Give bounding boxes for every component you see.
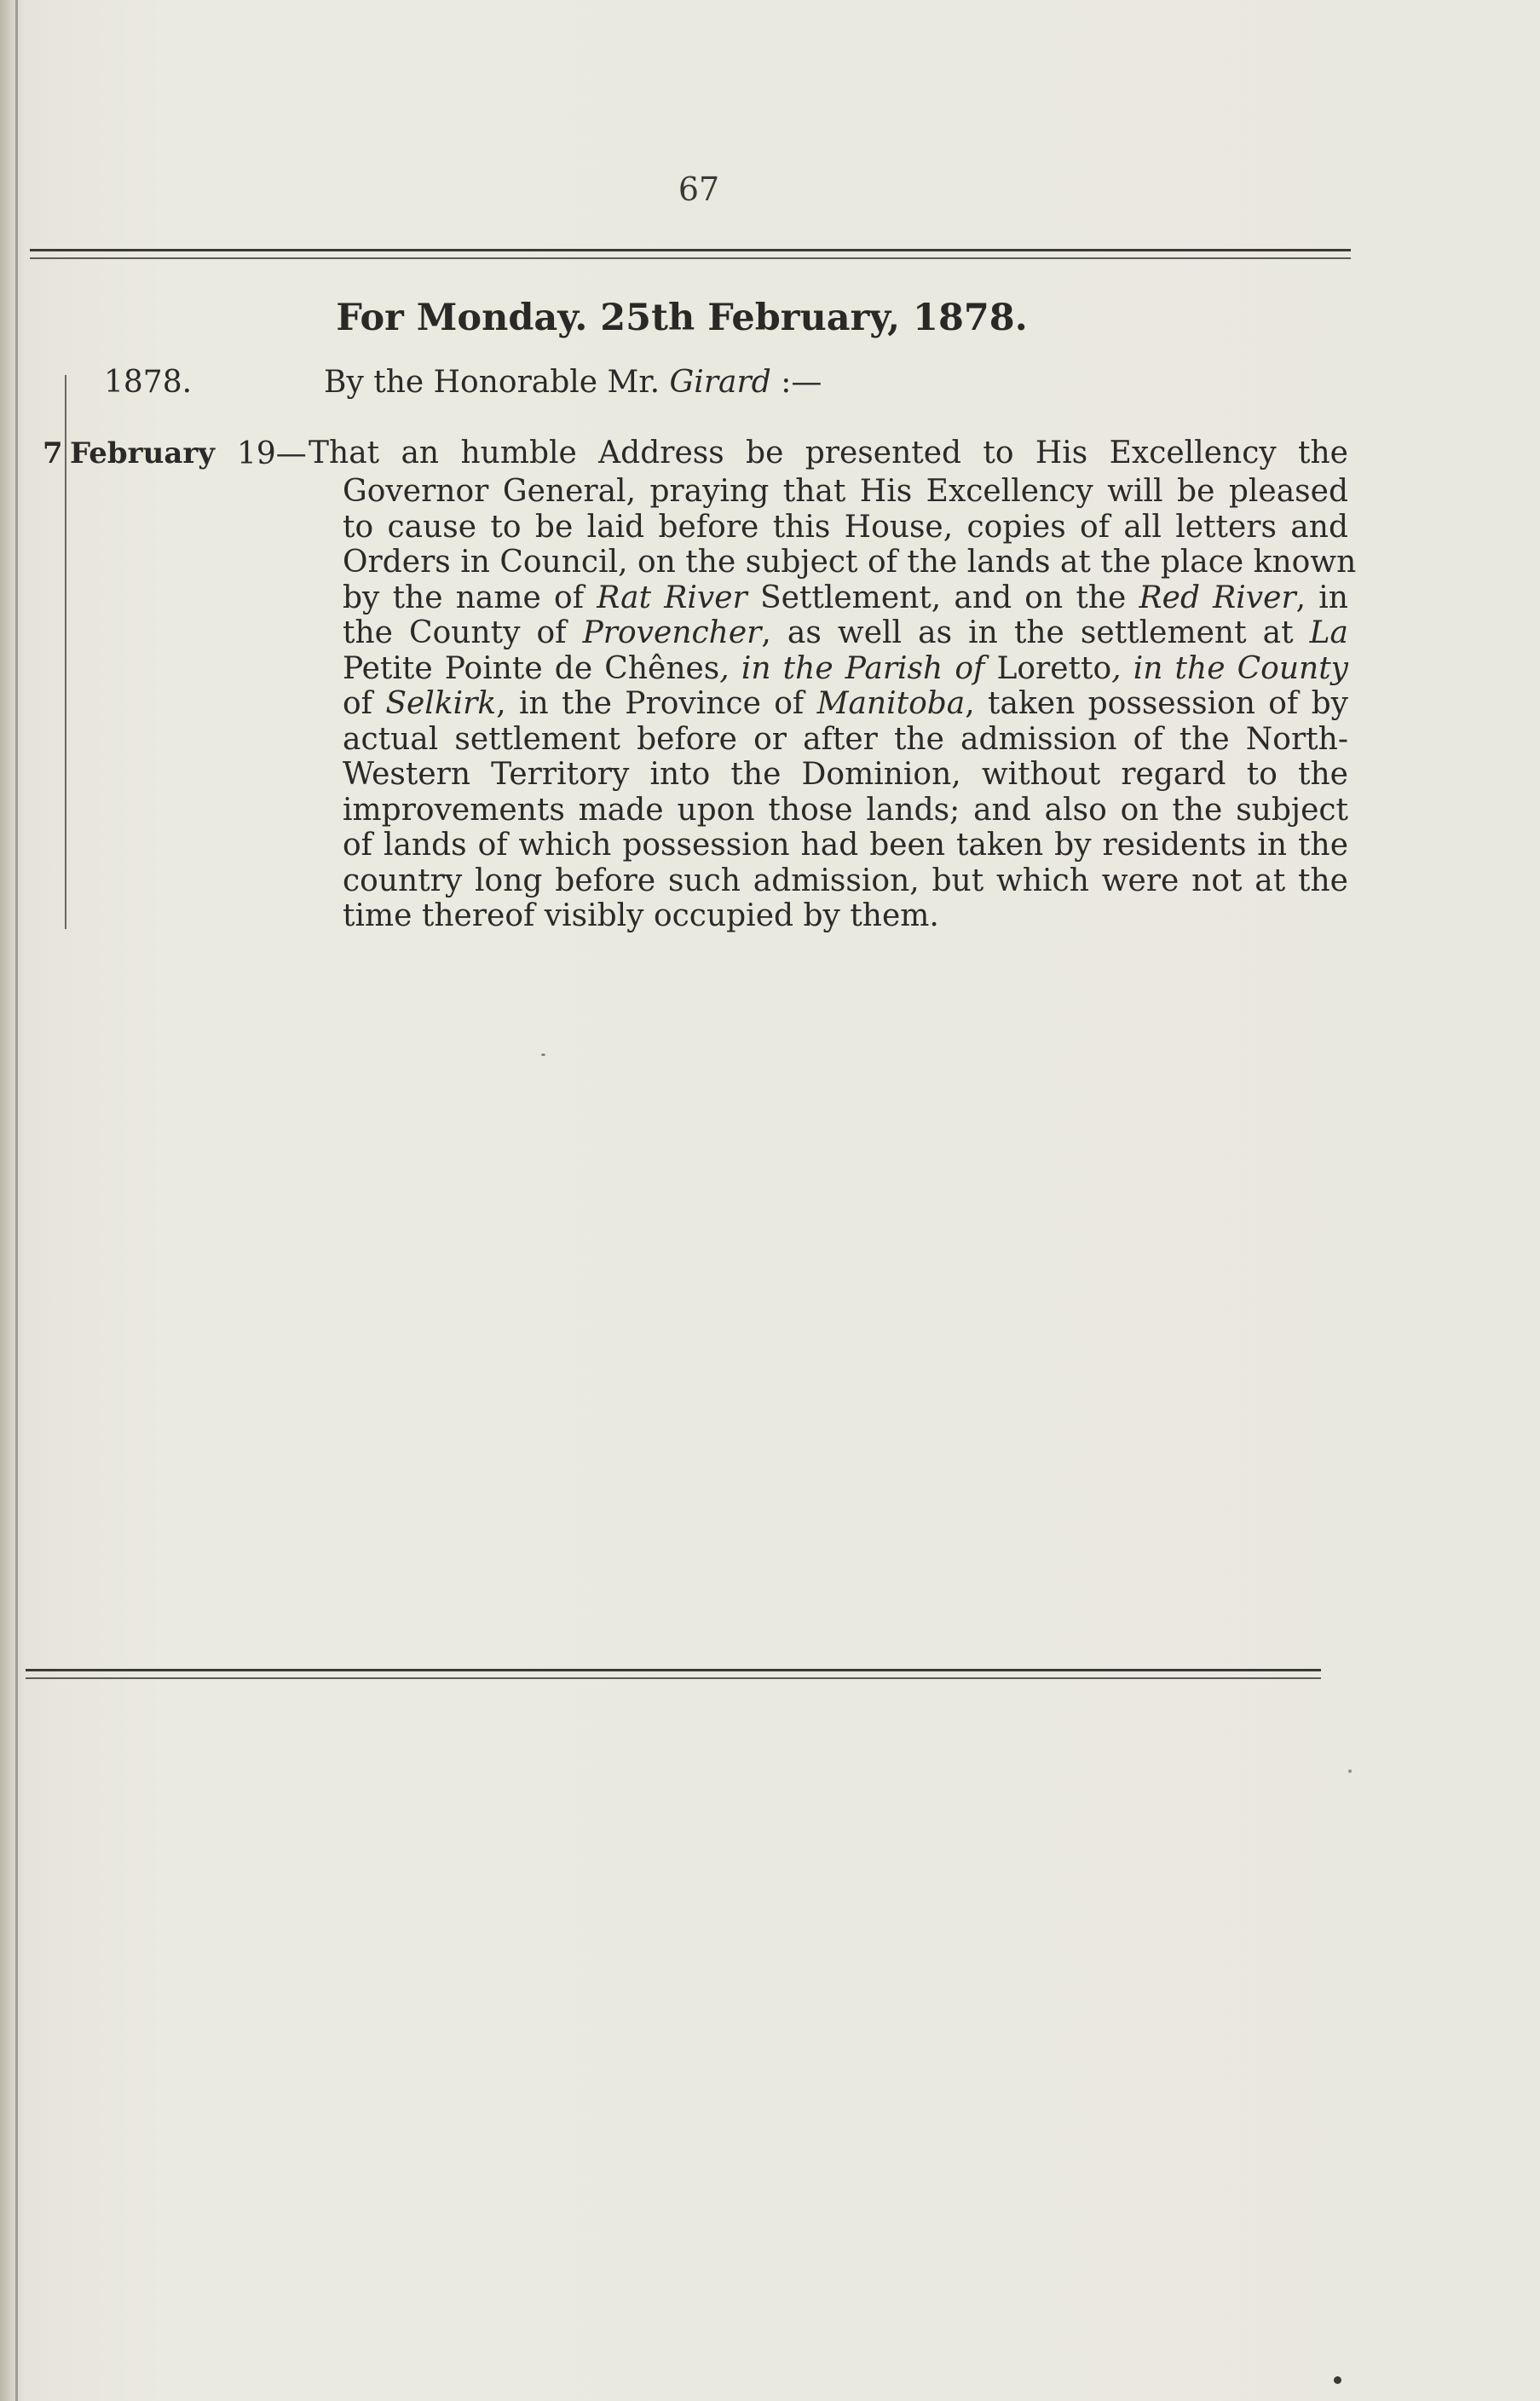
motion-line bbox=[343, 898, 1348, 934]
by-line-prefix: By the Honorable Mr. bbox=[324, 365, 670, 400]
motion-text-segment: country long before such admission, but which were not at the bbox=[343, 863, 1348, 898]
motion-text-segment: , in bbox=[1295, 580, 1348, 615]
page-heading: For Monday. 25th February, 1878. bbox=[336, 297, 1028, 339]
motion-text-segment: , taken possession of by bbox=[965, 686, 1348, 721]
place-name: , in the Parish of bbox=[719, 650, 997, 686]
item-month: February bbox=[70, 436, 216, 470]
motion-text-segment: to cause to be laid before this House, copies of all letters and bbox=[343, 509, 1348, 545]
place-name: Provencher bbox=[582, 615, 762, 650]
item-day: 19— bbox=[237, 436, 307, 471]
by-line bbox=[324, 365, 822, 400]
place-name: Selkirk bbox=[385, 686, 497, 721]
place-name: , in the County bbox=[1111, 650, 1349, 686]
motion-text-segment: Petite Pointe de Chênes bbox=[343, 650, 720, 686]
motion-line bbox=[343, 757, 1348, 793]
binding-edge bbox=[15, 0, 18, 2401]
place-name: Rat River bbox=[597, 580, 747, 615]
place-name: Red River bbox=[1139, 580, 1296, 615]
motion-text-segment: of bbox=[343, 686, 386, 721]
motion-line bbox=[343, 828, 1348, 863]
motion-line bbox=[343, 793, 1348, 828]
motion-text-segment: Settlement, and on the bbox=[747, 580, 1139, 615]
page-number: 67 bbox=[678, 170, 720, 208]
motion-text-segment: Loretto bbox=[996, 650, 1112, 686]
member-name: Girard bbox=[669, 365, 771, 400]
motion-text-segment: improvements made upon those lands; and also on the subject bbox=[343, 792, 1348, 828]
ink-speck bbox=[1348, 1769, 1352, 1773]
motion-first-line: That an humble Address be presented to His Excellency the bbox=[309, 436, 1348, 470]
by-line-suffix: :— bbox=[770, 365, 822, 400]
motion-text-segment: , as well as in the settlement at bbox=[761, 615, 1310, 650]
motion-text-segment: the County of bbox=[343, 615, 583, 650]
header-rule bbox=[30, 249, 1351, 251]
ink-speck bbox=[541, 1053, 545, 1056]
motion-line bbox=[343, 474, 1348, 510]
year-label: 1878. bbox=[104, 365, 193, 400]
motion-text-segment: Western Territory into the Dominion, without regard to the bbox=[343, 757, 1348, 792]
motion-text-segment: of lands of which possession had been taken by residents in the bbox=[343, 828, 1348, 863]
footer-rule-secondary bbox=[26, 1677, 1321, 1679]
motion-line bbox=[343, 545, 1357, 580]
motion-line bbox=[343, 580, 1348, 616]
footer-rule bbox=[26, 1669, 1321, 1671]
motion-line bbox=[343, 510, 1348, 545]
motion-text-segment: by the name of bbox=[343, 580, 597, 615]
motion-text-segment: actual settlement before or after the admission of the North- bbox=[343, 721, 1348, 757]
motion-text-segment: Governor General, praying that His Excellency will be pleased bbox=[343, 474, 1348, 509]
motion-text bbox=[343, 474, 1357, 934]
place-name: Manitoba bbox=[816, 686, 966, 721]
motion-line bbox=[343, 722, 1348, 758]
motion-line bbox=[343, 615, 1348, 651]
motion-line bbox=[343, 863, 1348, 899]
motion-text-segment: Orders in Council, on the subject of the lands at the place known bbox=[343, 545, 1357, 580]
margin-line bbox=[65, 375, 66, 929]
item-number: 7 bbox=[43, 436, 63, 470]
motion-text-segment: time thereof visibly occupied by them. bbox=[343, 898, 939, 933]
motion-line bbox=[343, 651, 1348, 687]
motion-line bbox=[343, 686, 1348, 722]
motion-text-segment: , in the Province of bbox=[496, 686, 817, 721]
header-rule-secondary bbox=[30, 257, 1351, 259]
ink-speck bbox=[1334, 2376, 1341, 2384]
place-name: La bbox=[1309, 615, 1348, 650]
